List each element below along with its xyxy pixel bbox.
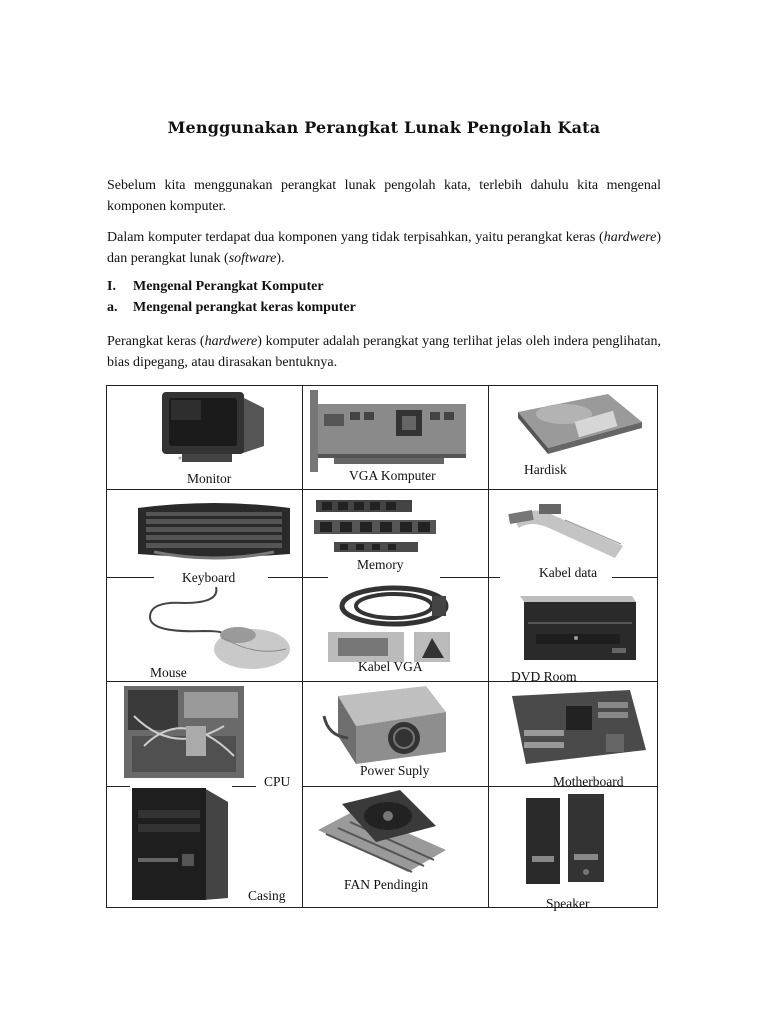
caption-dvd: DVD Room bbox=[511, 669, 577, 684]
table-divider bbox=[232, 786, 256, 787]
casing-icon bbox=[128, 788, 230, 902]
caption-keyboard: Keyboard bbox=[182, 570, 236, 585]
table-divider bbox=[106, 577, 154, 578]
table-divider bbox=[268, 577, 328, 578]
monitor-icon bbox=[160, 390, 272, 468]
section-heading-1: I. Mengenal Perangkat Komputer bbox=[107, 279, 324, 294]
cpu-icon bbox=[124, 686, 244, 778]
caption-hardisk: Hardisk bbox=[524, 462, 567, 477]
caption-kabel-data: Kabel data bbox=[539, 565, 598, 580]
keyboard-icon bbox=[134, 498, 294, 562]
power-supply-icon bbox=[318, 686, 448, 764]
vga-cable-icon bbox=[328, 582, 460, 664]
caption-fan: FAN Pendingin bbox=[344, 877, 429, 892]
caption-cpu: CPU bbox=[264, 774, 291, 789]
caption-speaker: Speaker bbox=[546, 896, 590, 911]
motherboard-icon bbox=[506, 690, 648, 766]
section-heading-a: a. Mengenal perangkat keras komputer bbox=[107, 300, 356, 315]
memory-icon bbox=[314, 498, 440, 558]
table-divider bbox=[440, 577, 500, 578]
hardware-paragraph: Perangkat keras (hardwere) komputer adalah perangkat yang terlihat jelas oleh indera penglihatan, bias dipegang, atau dirasakan bentuknya. bbox=[107, 334, 661, 370]
components-paragraph: Dalam komputer terdapat dua komponen yang tidak terpisahkan, yaitu perangkat keras (hardwere) dan perangkat lunak (software). bbox=[107, 230, 661, 266]
caption-vga: VGA Komputer bbox=[349, 468, 436, 483]
dvd-drive-icon bbox=[516, 592, 638, 666]
mouse-icon bbox=[144, 587, 290, 675]
table-divider bbox=[612, 577, 658, 578]
caption-mouse: Mouse bbox=[150, 665, 187, 680]
document-title: Menggunakan Perangkat Lunak Pengolah Kata bbox=[167, 118, 601, 137]
caption-power: Power Suply bbox=[360, 763, 430, 778]
caption-memory: Memory bbox=[357, 557, 404, 572]
intro-paragraph: Sebelum kita menggunakan perangkat lunak pengolah kata, terlebih dahulu kita mengenal komponen komputer. bbox=[107, 178, 661, 214]
table-divider bbox=[106, 489, 658, 490]
data-cable-icon bbox=[505, 496, 629, 562]
table-divider bbox=[106, 786, 130, 787]
cooling-fan-icon bbox=[316, 790, 448, 874]
table-divider bbox=[488, 385, 489, 908]
vga-card-icon bbox=[310, 390, 468, 472]
caption-motherboard: Motherboard bbox=[553, 774, 624, 789]
hardisk-icon bbox=[512, 392, 644, 454]
caption-casing: Casing bbox=[248, 888, 286, 903]
caption-kabel-vga: Kabel VGA bbox=[358, 659, 423, 674]
table-divider bbox=[302, 385, 303, 908]
caption-monitor: Monitor bbox=[187, 471, 232, 486]
speaker-icon bbox=[524, 792, 608, 886]
